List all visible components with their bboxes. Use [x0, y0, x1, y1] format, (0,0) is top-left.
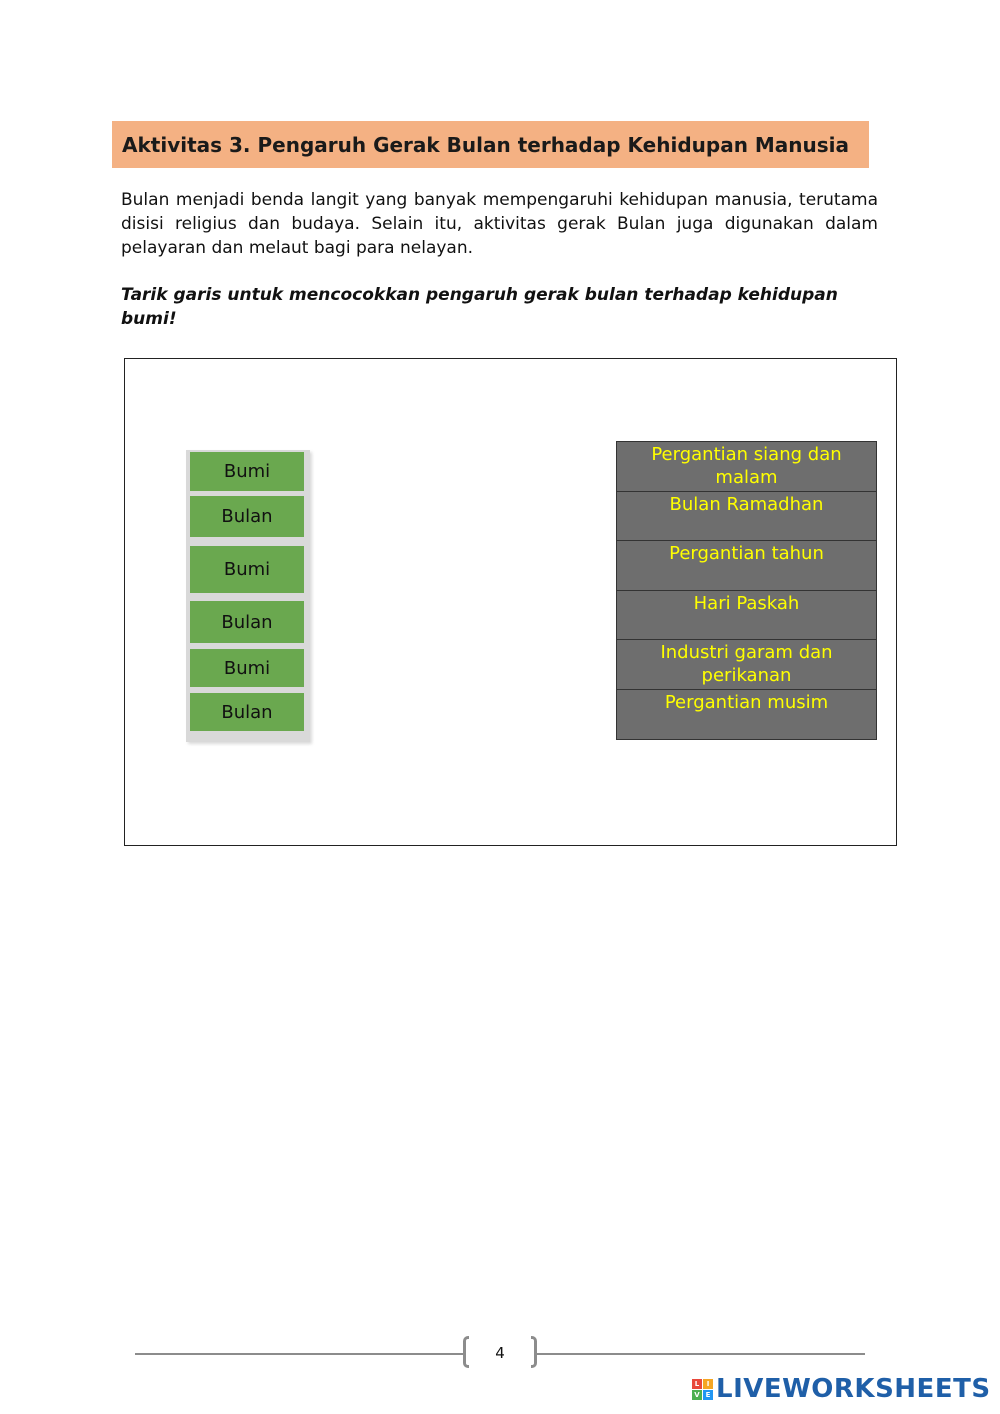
logo-text: LIVEWORKSHEETS [716, 1374, 991, 1404]
footer-line-right [537, 1353, 865, 1355]
intro-paragraph: Bulan menjadi benda langit yang banyak mempengaruhi kehidupan manusia, terutama disisi religius dan budaya. Selain itu, aktivitas gerak Bulan juga digunakan dalam pelayaran dan melaut bagi para nelayan. [121, 190, 878, 258]
right-item-2[interactable]: Bulan Ramadhan [617, 492, 876, 542]
logo-letter-e: E [703, 1390, 713, 1400]
right-item-6[interactable]: Pergantian musim [664, 691, 829, 713]
page-bracket-left [463, 1336, 469, 1368]
left-item-5[interactable]: Bumi [190, 649, 304, 687]
activity-title-bar [112, 121, 869, 168]
logo-letter-i: I [703, 1379, 713, 1389]
right-item-4[interactable]: Hari Paskah [617, 591, 876, 641]
right-item-3[interactable]: Pergantian tahun [617, 541, 876, 591]
right-column [616, 441, 877, 740]
logo-letter-v: V [692, 1390, 702, 1400]
footer-line-left [135, 1353, 463, 1355]
left-item-4[interactable]: Bulan [190, 601, 304, 643]
logo-icon [692, 1379, 713, 1400]
liveworksheets-logo [692, 1374, 991, 1404]
logo-letter-l: L [692, 1379, 702, 1389]
right-item-5[interactable]: Industri garam dan perikanan [617, 640, 876, 690]
page-bracket-right [531, 1336, 537, 1368]
left-item-1[interactable]: Bumi [190, 452, 304, 491]
left-item-3[interactable]: Bumi [190, 546, 304, 593]
instruction-text: Tarik garis untuk mencocokkan pengaruh gerak bulan terhadap kehidupan bumi! [121, 285, 838, 329]
right-item-1[interactable]: Pergantian siang dan malam [617, 442, 876, 492]
activity-title: Aktivitas 3. Pengaruh Gerak Bulan terhadap Kehidupan Manusia [122, 132, 850, 157]
left-item-2[interactable]: Bulan [190, 496, 304, 537]
left-item-6[interactable]: Bulan [190, 693, 304, 731]
page-number: 4 [495, 1344, 505, 1362]
